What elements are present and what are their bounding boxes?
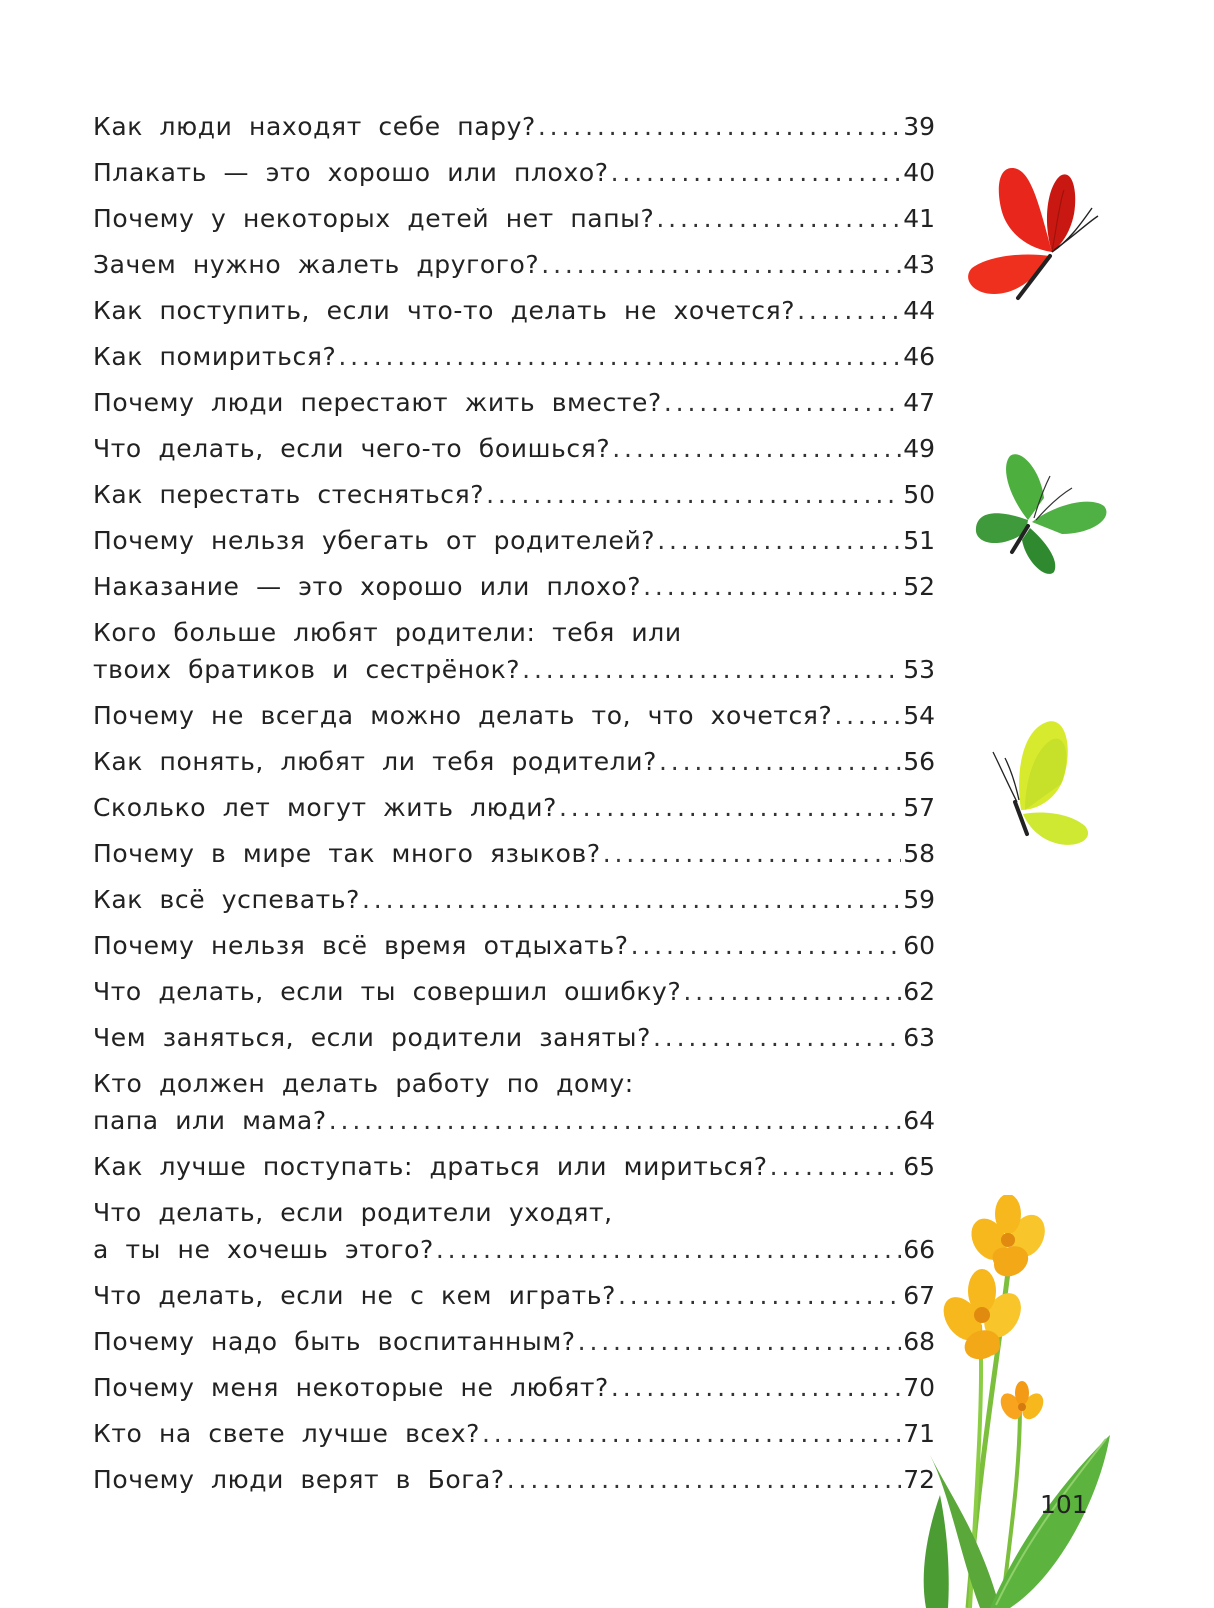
toc-entry-line [93,1148,935,1185]
dot-leader [507,1461,901,1498]
toc-entry-page: 58 [903,839,935,868]
toc-entry-title: Что делать, если не с кем играть? [93,1281,616,1310]
toc-entry-page: 71 [903,1419,935,1448]
toc-entry-title: Кого больше любят родители: тебя или [93,618,682,647]
toc-entry [93,568,935,605]
toc-entry-title: Как лучше поступать: драться или мириться? [93,1152,768,1181]
toc-entry-line [93,430,935,467]
toc-entry [93,973,935,1010]
toc-entry-title: Почему меня некоторые не любят? [93,1373,609,1402]
toc-entry-page: 39 [903,112,935,141]
toc-entry-page: 41 [903,204,935,233]
dot-leader [653,1019,901,1056]
dot-leader [329,1102,901,1139]
dot-leader [797,292,901,329]
toc-entry-title: Почему нельзя всё время отдыхать? [93,931,629,960]
green-butterfly-icon [970,448,1120,588]
toc-entry-line [93,522,935,559]
toc-entry-title: Кто должен делать работу по дому: [93,1069,634,1098]
toc-entry-title: Как перестать стесняться? [93,480,485,509]
toc-entry-line [93,1194,935,1231]
toc-entry-title: Как всё успевать? [93,885,361,914]
toc-entry-title: Сколько лет могут жить люди? [93,793,558,822]
dot-leader [611,154,902,191]
toc-entry-page: 66 [903,1235,935,1264]
dot-leader [362,881,901,918]
dot-leader [683,973,901,1010]
toc-entry [93,1065,935,1139]
toc-entry [93,1369,935,1406]
toc-entry-page: 53 [903,655,935,684]
toc-entry [93,246,935,283]
toc-entry [93,614,935,688]
toc-entry-title: Почему нельзя убегать от родителей? [93,526,656,555]
toc-entry-page: 63 [903,1023,935,1052]
toc-entry [93,108,935,145]
dot-leader [486,476,901,513]
dot-leader [538,108,901,145]
toc-entry [93,1019,935,1056]
toc-entry-page: 51 [903,526,935,555]
dot-leader [643,568,901,605]
toc-entry [93,338,935,375]
toc-entry-title: Почему надо быть воспитанным? [93,1327,576,1356]
toc-entry-title: Почему люди верят в Бога? [93,1465,505,1494]
toc-entry-page: 44 [903,296,935,325]
toc-entry [93,476,935,513]
toc-entry-page: 54 [903,701,935,730]
toc-entry-line [93,651,935,688]
dot-leader [482,1415,901,1452]
toc-entry [93,835,935,872]
toc-entry [93,1194,935,1268]
toc-entry-line [93,1102,935,1139]
toc-entry-title: Что делать, если чего-то боишься? [93,434,611,463]
toc-entry-line [93,614,935,651]
dot-leader [657,522,901,559]
toc-entry-line [93,568,935,605]
toc-entry-line [93,200,935,237]
toc-entry-title: а ты не хочешь этого? [93,1235,434,1264]
toc-entry [93,522,935,559]
toc-entry [93,1277,935,1314]
toc-entry-title: Почему у некоторых детей нет папы? [93,204,655,233]
toc-entry-line [93,338,935,375]
toc-entry-line [93,697,935,734]
toc-entry [93,927,935,964]
dot-leader [659,743,901,780]
dot-leader [559,789,901,826]
toc-entry-line [93,1277,935,1314]
toc-entry-title: Почему не всегда можно делать то, что хочется? [93,701,833,730]
toc-entry-page: 57 [903,793,935,822]
toc-entry-line [93,1323,935,1360]
table-of-contents [93,108,935,1507]
toc-entry [93,1323,935,1360]
toc-entry-line [93,292,935,329]
dot-leader [578,1323,902,1360]
toc-entry-title: Почему люди перестают жить вместе? [93,388,662,417]
toc-entry-page: 50 [903,480,935,509]
toc-entry-title: Чем заняться, если родители заняты? [93,1023,651,1052]
toc-entry [93,292,935,329]
toc-entry-page: 64 [903,1106,935,1135]
toc-entry-title: Почему в мире так много языков? [93,839,601,868]
dot-leader [603,835,901,872]
toc-entry-line [93,973,935,1010]
toc-entry-line [93,246,935,283]
toc-entry [93,154,935,191]
toc-entry-page: 40 [903,158,935,187]
toc-entry-page: 70 [903,1373,935,1402]
yellow-green-butterfly-icon [975,710,1105,850]
toc-entry-line [93,1461,935,1498]
toc-entry-page: 46 [903,342,935,371]
toc-entry-line [93,1019,935,1056]
toc-entry-page: 47 [903,388,935,417]
dot-leader [522,651,901,688]
toc-entry [93,1461,935,1498]
toc-entry [93,430,935,467]
toc-entry-line [93,384,935,421]
toc-entry-line [93,108,935,145]
dot-leader [338,338,901,375]
toc-entry-line [93,1369,935,1406]
dot-leader [656,200,901,237]
toc-entry [93,384,935,421]
toc-entry-page: 56 [903,747,935,776]
toc-entry-line [93,789,935,826]
toc-entry-line [93,835,935,872]
toc-entry-title: Наказание — это хорошо или плохо? [93,572,642,601]
toc-entry-title: Плакать — это хорошо или плохо? [93,158,609,187]
toc-entry [93,789,935,826]
toc-entry-title: Зачем нужно жалеть другого? [93,250,540,279]
toc-entry-title: твоих братиков и сестрёнок? [93,655,521,684]
dot-leader [631,927,902,964]
toc-entry-line [93,1415,935,1452]
dot-leader [611,1369,901,1406]
toc-entry-line [93,743,935,780]
toc-entry [93,743,935,780]
toc-entry [93,1415,935,1452]
toc-entry-title: Что делать, если родители уходят, [93,1198,613,1227]
toc-entry-title: Кто на свете лучше всех? [93,1419,480,1448]
yellow-flowers-icon [920,1195,1214,1608]
toc-entry-page: 43 [903,250,935,279]
toc-entry-line [93,476,935,513]
toc-entry-page: 67 [903,1281,935,1310]
toc-entry-page: 59 [903,885,935,914]
dot-leader [541,246,901,283]
toc-entry-page: 65 [903,1152,935,1181]
toc-entry-page: 72 [903,1465,935,1494]
toc-entry-line [93,881,935,918]
toc-entry [93,200,935,237]
dot-leader [436,1231,901,1268]
toc-entry-line [93,154,935,191]
toc-entry-title: Как понять, любят ли тебя родители? [93,747,657,776]
toc-entry-page: 52 [903,572,935,601]
toc-entry [93,881,935,918]
toc-entry-line [93,927,935,964]
toc-entry-title: папа или мама? [93,1106,327,1135]
dot-leader [612,430,901,467]
page-number: 101 [1040,1490,1088,1519]
toc-entry-page: 68 [903,1327,935,1356]
dot-leader [770,1148,902,1185]
dot-leader [664,384,901,421]
toc-entry-title: Как помириться? [93,342,337,371]
dot-leader [834,697,901,734]
toc-entry-page: 60 [903,931,935,960]
dot-leader [618,1277,901,1314]
toc-entry-title: Как люди находят себе пару? [93,112,536,141]
toc-entry-line [93,1231,935,1268]
toc-entry-title: Что делать, если ты совершил ошибку? [93,977,682,1006]
toc-entry-page: 62 [903,977,935,1006]
toc-entry [93,697,935,734]
toc-entry-page: 49 [903,434,935,463]
toc-entry-line [93,1065,935,1102]
toc-entry [93,1148,935,1185]
red-butterfly-icon [960,160,1110,310]
toc-entry-title: Как поступить, если что-то делать не хочется? [93,296,796,325]
